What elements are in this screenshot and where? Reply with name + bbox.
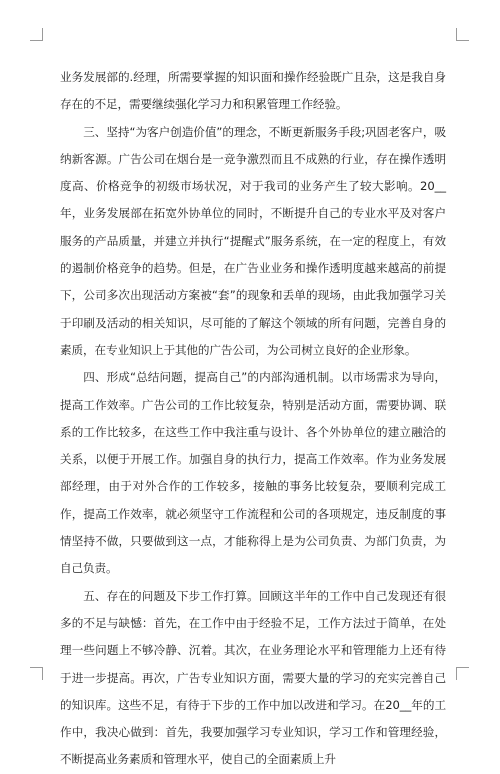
paragraph-section-four: 四、形成“总结问题，提高自己”的内部沟通机制。以市场需求为导向，提高工作效率。广告公司的工作比较复杂，特别是活动方面，需要协调、联系的工作比较多，在这些工作中我注重与设计、各个外协单位的建立融洽的关系，以便于开展工作。加强自身的执行力，提高工作效率。作为业务发展部经理，由于对外合作的工作较多，接触的事务比较复杂，要顺利完成工作，提高工作效率，就必须坚守工作流程和公司的各项规定，违反制度的事情坚持不做，只要做到这一点，才能称得上是为公司负责、为部门负责，为自己负责。 — [60, 370, 446, 576]
crop-mark-bottom-left — [30, 667, 43, 680]
document-body — [60, 64, 446, 774]
paragraph-section-three: 三、坚持“为客户创造价值”的理念，不断更新服务手段;巩固老客户，吸纳新客源。广告公司在烟台是一竞争激烈而且不成熟的行业，存在操作透明度高、价格竞争的初级市场状况，对于我司的业务产生了较大影响。20__年，业务发展部在拓宽外协单位的同时，不断提升自己的专业水平及对客户服务的产品质量，并建立并执行“提醒式”服务系统，在一定的程度上，有效的遏制价格竞争的趋势。但是，在广告业业务和操作透明度越来越高的前提下，公司多次出现活动方案被“套”的现象和丢单的现场，由此我加强学习关于印刷及活动的相关知识，尽可能的了解这个领域的所有问题，完善自身的素质，在专业知识上于其他的广告公司，为公司树立良好的企业形象。 — [60, 124, 446, 357]
paragraph-section-five: 五、存在的问题及下步工作打算。回顾这半年的工作中自己发现还有很多的不足与缺憾：首先，在工作中由于经验不足，工作方法过于简单，在处理一些问题上不够冷静、沉着。其次，在业务理论水平和管理能力上还有待于进一步提高。再次，广告专业知识方面，需要大量的学习的充实完善自己的知识库。这些不足，有待于下步的工作中加以改进和学习。在20__年的工作中，我决心做到：首先，我要加强学习专业知识，学习工作和管理经验，不断提高业务素质和管理水平，使自己的全面素质上升 — [60, 588, 446, 767]
crop-mark-top-left — [30, 28, 43, 41]
paragraph-continuation: 业务发展部的.经理，所需要掌握的知识面和操作经验既广且杂，这是我自身存在的不足，需要继续强化学习力和积累管理工作经验。 — [60, 70, 446, 112]
crop-mark-bottom-right — [456, 667, 469, 680]
crop-mark-top-right — [456, 28, 469, 41]
